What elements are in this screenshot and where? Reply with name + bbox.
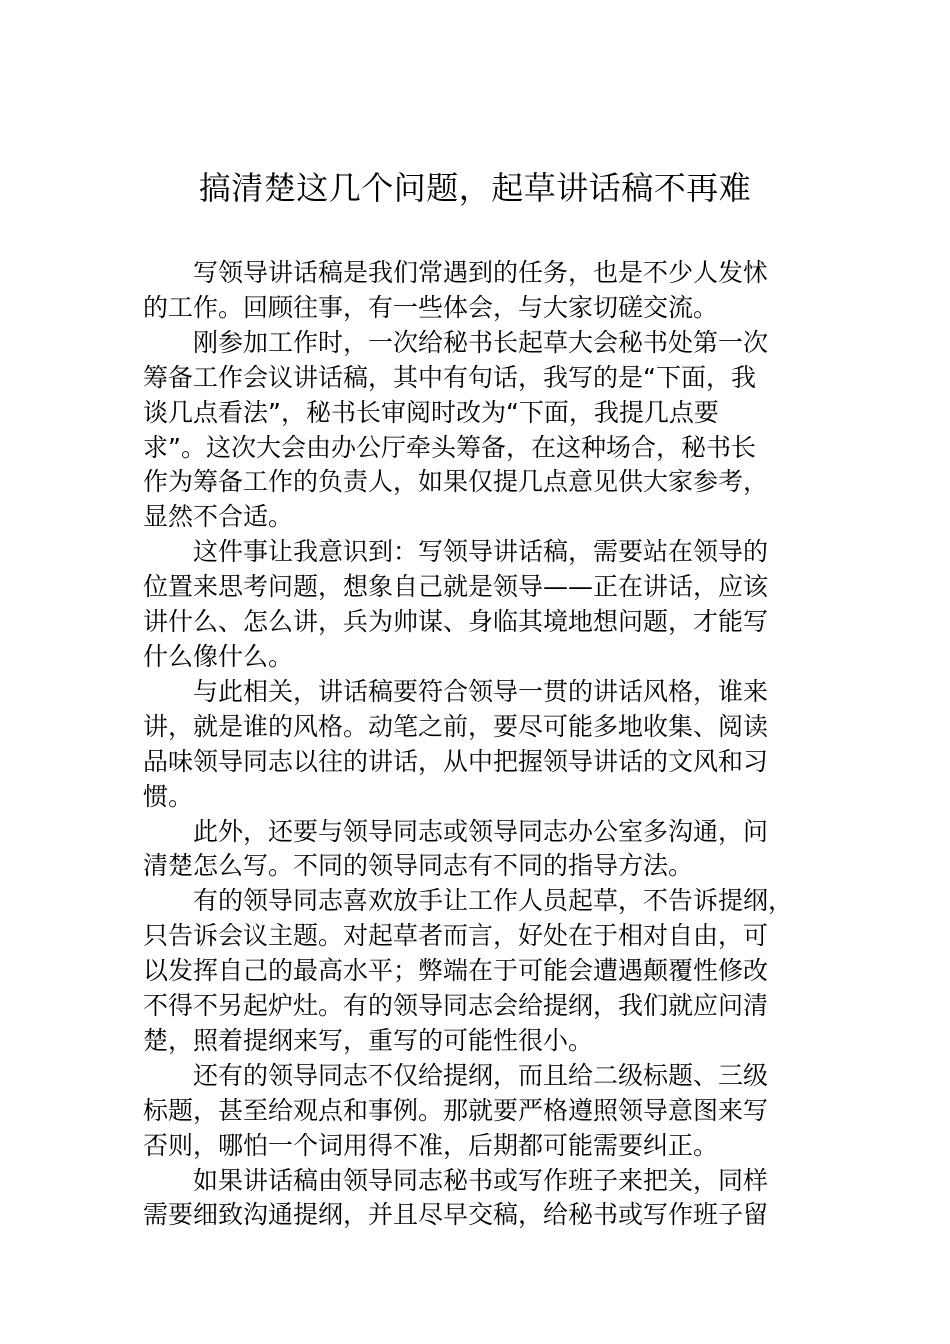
paragraph-line: 以发挥自己的最高水平；弊端在于可能会遭遇颠覆性修改: [143, 956, 769, 986]
paragraph-line: 的工作。回顾往事，有一些体会，与大家切磋交流。: [143, 292, 719, 322]
paragraph-line: 讲什么、怎么讲，兵为帅谋、身临其境地想问题，才能写: [143, 607, 769, 637]
paragraph: [143, 675, 829, 815]
paragraph-first-line: 刚参加工作时，一次给秘书长起草大会秘书处第一次: [193, 327, 769, 357]
paragraph-line: 作为筹备工作的负责人，如果仅提几点意见供大家参考，: [143, 467, 769, 497]
paragraph-line: 标题，甚至给观点和事例。那就要严格遵照领导意图来写: [143, 1095, 769, 1125]
paragraph-line: 位置来思考问题，想象自己就是领导——正在讲话，应该: [143, 572, 769, 602]
paragraph: [143, 535, 829, 675]
paragraph-first-line: 与此相关，讲话稿要符合领导一贯的讲话风格，谁来: [193, 676, 769, 706]
paragraph: [143, 1164, 829, 1234]
paragraph-line: 楚，照着提纲来写，重写的可能性很小。: [143, 1025, 594, 1055]
paragraph-line: 品味领导同志以往的讲话，从中把握领导讲话的文风和习: [143, 746, 769, 776]
paragraph-line: 需要细致沟通提纲，并且尽早交稿，给秘书或写作班子留: [143, 1200, 769, 1230]
paragraph-line: 讲，就是谁的风格。动笔之前，要尽可能多地收集、阅读: [143, 711, 769, 741]
paragraph: [143, 884, 829, 1059]
paragraph-line: 只告诉会议主题。对起草者而言，好处在于相对自由，可: [143, 921, 769, 951]
paragraph-first-line: 这件事让我意识到：写领导讲话稿，需要站在领导的: [193, 537, 769, 567]
paragraph: [143, 256, 829, 326]
paragraph: [143, 1059, 829, 1164]
paragraph-line: 什么像什么。: [143, 641, 294, 671]
paragraph-first-line: 此外，还要与领导同志或领导同志办公室多沟通，问: [193, 816, 769, 846]
paragraph-line: 谈几点看法”，秘书长审阅时改为“下面，我提几点要: [143, 397, 719, 427]
paragraph-first-line: 有的领导同志喜欢放手让工作人员起草，不告诉提纲，: [193, 886, 794, 916]
paragraph-line: 显然不合适。: [143, 502, 294, 532]
paragraph-line: 否则，哪怕一个词用得不准，后期都可能需要纠正。: [143, 1130, 719, 1160]
paragraph-first-line: 写领导讲话稿是我们常遇到的任务，也是不少人发怵: [193, 258, 769, 287]
paragraph-line: 清楚怎么写。不同的领导同志有不同的指导方法。: [143, 851, 694, 881]
paragraph-line: 求”。这次大会由办公厅牵头筹备，在这种场合，秘书长: [143, 432, 756, 462]
document-body: [143, 256, 829, 1233]
paragraph-line: 筹备工作会议讲话稿，其中有句话，我写的是“下面，我: [143, 362, 756, 392]
paragraph: [143, 815, 829, 885]
document-title: 搞清楚这几个问题，起草讲话稿不再难: [198, 169, 752, 207]
paragraph-first-line: 如果讲话稿由领导同志秘书或写作班子来把关，同样: [193, 1165, 769, 1195]
paragraph: [143, 326, 829, 535]
paragraph-line: 不得不另起炉灶。有的领导同志会给提纲，我们就应问清: [143, 991, 769, 1021]
paragraph-line: 惯。: [143, 781, 194, 811]
paragraph-first-line: 还有的领导同志不仅给提纲，而且给二级标题、三级: [193, 1060, 769, 1090]
